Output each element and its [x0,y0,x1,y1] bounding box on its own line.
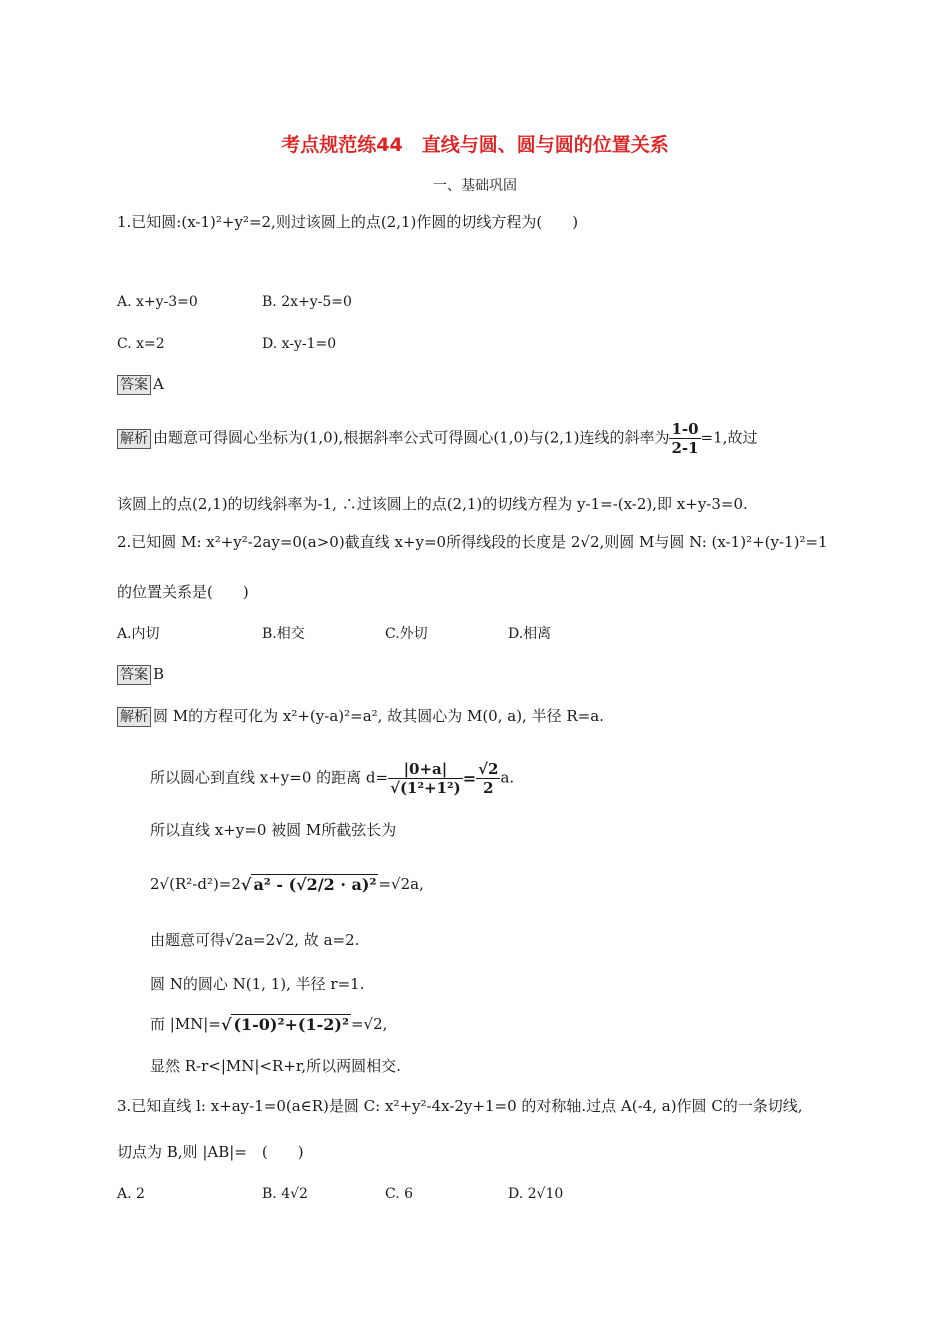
q1-option-b: B. 2x+y-5=0 [262,294,352,310]
q1-analysis-line-2: 该圆上的点(2,1)的切线斜率为-1, ∴过该圆上的点(2,1)的切线方程为 y-1=-(x-2),即 x+y-3=0. [117,495,748,513]
q2-distance-text: 所以圆心到直线 x+y=0 的距离 d= [150,768,389,787]
q2-frac2-den: 2 [483,779,494,797]
q1-frac-den: 2-1 [671,439,699,457]
q3-stem-line-1: 3.已知直线 l: x+ay-1=0(a∈R)是圆 C: x²+y²-4x-2y+1=0 的对称轴.过点 A(-4, a)作圆 C的一条切线, [117,1097,803,1115]
q3-stem-line-2: 切点为 B,则 |AB|= ( ) [117,1143,304,1161]
q2-analysis-line-6: 圆 N的圆心 N(1, 1), 半径 r=1. [150,975,365,993]
q2-frac2-num: √2 [478,760,499,778]
q2-frac-den: √(1²+1²) [390,779,461,797]
q2-analysis-line-1 [117,706,604,727]
answer-tag: 答案 [117,665,151,685]
q2-sqrt-inner: a² - (√2/2 · a)² [253,875,377,894]
q2-chord-end: =√2a, [378,875,424,893]
q2-analysis-line-5: 由题意可得√2a=2√2, 故 a=2. [150,931,360,949]
q1-frac-num: 1-0 [671,420,699,438]
q2-mn-end: =√2, [350,1015,388,1033]
section-heading: 一、基础巩固 [433,178,517,194]
analysis-tag: 解析 [117,429,151,449]
q3-option-a: A. 2 [117,1186,145,1202]
q2-option-d: D.相离 [508,626,552,642]
q2-stem-line-1: 2.已知圆 M: x²+y²-2ay=0(a>0)截直线 x+y=0所得线段的长度是 2√2,则圆 M与圆 N: (x-1)²+(y-1)²=1 [117,533,828,551]
q2-distance-end: a. [500,768,515,787]
q2-analysis-line-4 [150,874,424,895]
q1-option-d: D. x-y-1=0 [262,336,337,352]
q2-option-b: B.相交 [262,626,305,642]
q2-answer-value: B [153,665,165,683]
analysis-tag: 解析 [117,707,151,727]
q2-equals: = [462,768,477,788]
q3-option-c: C. 6 [385,1186,414,1202]
q2-stem-line-2: 的位置关系是( ) [117,583,249,601]
q1-answer-value: A [153,375,164,393]
q1-analysis-text: 由题意可得圆心坐标为(1,0),根据斜率公式可得圆心(1,0)与(2,1)连线的斜率为 [153,428,670,447]
q1-stem: 1.已知圆:(x-1)²+y²=2,则过该圆上的点(2,1)作圆的切线方程为( ) [117,213,579,231]
q2-mn-text: 而 |MN|= [150,1015,221,1033]
q3-option-d: D. 2√10 [508,1186,564,1202]
q2-sqrt-expression: √ a² - (√2/2 · a)² [240,875,377,894]
q2-analysis-line-7 [150,1014,387,1035]
answer-tag: 答案 [117,375,151,395]
q2-chord-text: 2√(R²-d²)=2 [150,875,241,893]
q1-option-c: C. x=2 [117,336,165,352]
q2-option-c: C.外切 [385,626,428,642]
q3-option-b: B. 4√2 [262,1186,308,1202]
q1-option-a: A. x+y-3=0 [117,294,198,310]
q2-mn-sqrt: √ (1-0)²+(1-2)² [220,1015,349,1034]
q1-answer [117,374,164,395]
q1-analysis-text-b: =1,故过 [700,428,758,447]
q2-analysis-text: 圆 M的方程可化为 x²+(y-a)²=a², 故其圆心为 M(0, a), 半径 R=a. [153,707,604,725]
page-title: 考点规范练44 直线与圆、圆与圆的位置关系 [281,134,669,156]
q2-option-a: A.内切 [117,626,160,642]
q2-distance-fraction [388,760,463,797]
q2-result-fraction [476,760,500,797]
q2-frac-num: |0+a| [388,760,463,779]
q2-answer [117,664,164,685]
q2-analysis-line-8: 显然 R-r<|MN|<R+r,所以两圆相交. [150,1057,401,1075]
q1-analysis-line-1 [117,420,757,457]
q1-slope-fraction [669,420,700,457]
q2-analysis-line-2 [150,760,514,797]
q2-analysis-line-3: 所以直线 x+y=0 被圆 M所截弦长为 [150,821,397,839]
q2-mn-inner: (1-0)²+(1-2)² [233,1015,349,1034]
